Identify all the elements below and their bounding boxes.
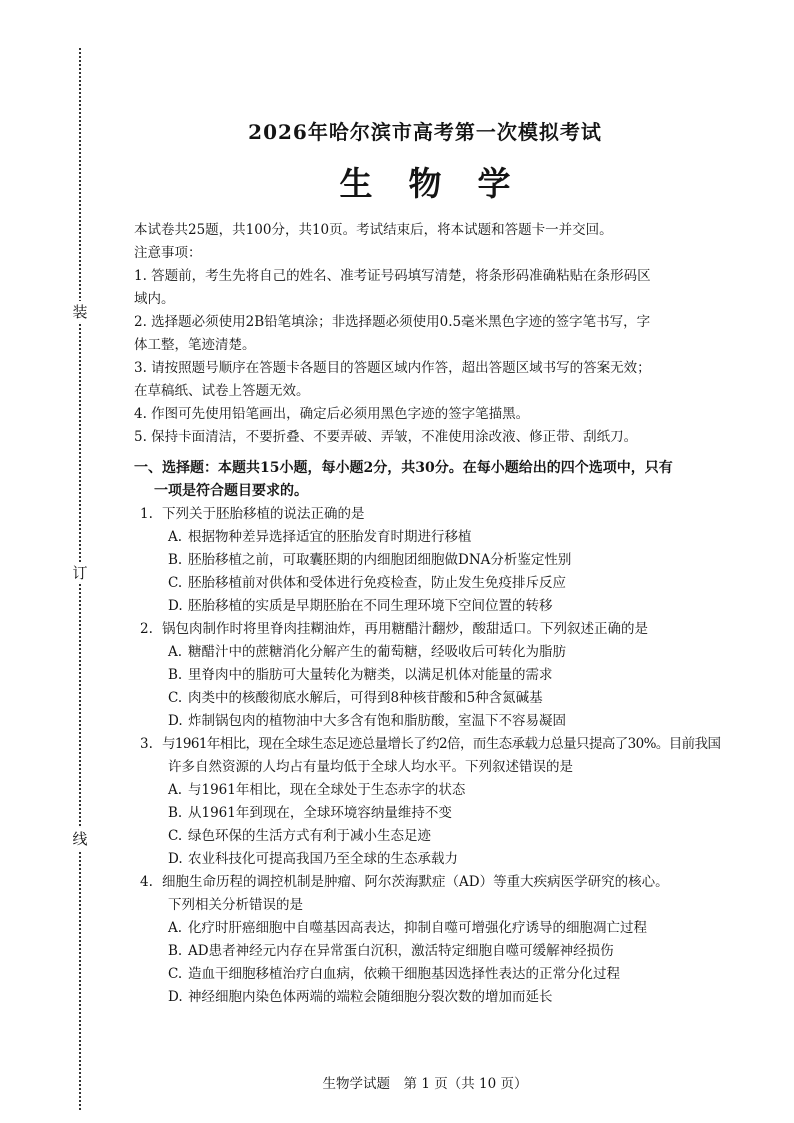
question-3 xyxy=(134,733,744,871)
question-2 xyxy=(134,618,744,733)
section-heading-line: 一项是符合题目要求的。 xyxy=(154,483,308,499)
option: A. 与1961年相比，现在全球处于生态赤字的状态 xyxy=(168,782,466,798)
instruction-line: 4. 作图可先使用铅笔画出，确定后必须用黑色字迹的签字笔描黑。 xyxy=(134,406,530,422)
option: C. 造血干细胞移植治疗白血病，依赖干细胞基因选择性表达的正常分化过程 xyxy=(168,966,620,982)
option: B. 从1961年到现在，全球环境容纳量维持不变 xyxy=(168,805,452,821)
instruction-line: 域内。 xyxy=(134,291,175,307)
question-1 xyxy=(134,503,744,618)
question-number: 3. xyxy=(140,736,153,752)
questions-block xyxy=(134,457,744,1009)
option: D. 炸制锅包肉的植物油中大多含有饱和脂肪酸，室温下不容易凝固 xyxy=(168,713,566,729)
page-footer: 生物学试题 第 1 页（共 10 页） xyxy=(322,1076,528,1092)
option: C. 肉类中的核酸彻底水解后，可得到8种核苷酸和5种含氮碱基 xyxy=(168,690,543,706)
binding-char-zhuang: 装 xyxy=(70,301,90,323)
instructions-label: 注意事项： xyxy=(134,245,202,261)
option: B. 胚胎移植之前，可取囊胚期的内细胞团细胞做DNA分析鉴定性别 xyxy=(168,552,572,568)
question-stem: 锅包肉制作时将里脊肉挂糊油炸，再用糖醋汁翻炒，酸甜适口。下列叙述正确的是 xyxy=(162,621,648,637)
option: C. 绿色环保的生活方式有利于减小生态足迹 xyxy=(168,828,431,844)
section-heading xyxy=(134,457,744,503)
section-heading-line: 一、选择题：本题共15小题，每小题2分，共30分。在每小题给出的四个选项中，只有 xyxy=(134,460,673,476)
question-stem-cont: 下列相关分析错误的是 xyxy=(168,897,303,913)
instruction-line: 1. 答题前，考生先将自己的姓名、准考证号码填写清楚，将条形码准确粘贴在条形码区 xyxy=(134,268,651,284)
option: D. 胚胎移植的实质是早期胚胎在不同生理环境下空间位置的转移 xyxy=(168,598,553,614)
instruction-line: 在草稿纸、试卷上答题无效。 xyxy=(134,383,310,399)
question-stem-cont: 许多自然资源的人均占有量均低于全球人均水平。下列叙述错误的是 xyxy=(168,759,573,775)
subject-title: 生物学 xyxy=(339,164,547,203)
binding-char-xian: 线 xyxy=(70,828,90,850)
binding-char-ding: 订 xyxy=(70,562,90,584)
question-stem: 与1961年相比，现在全球生态足迹总量增长了约2倍，而生态承载力总量只提高了30%。目前我国 xyxy=(162,736,721,752)
instruction-line: 3. 请按照题号顺序在答题卡各题目的答题区域内作答，超出答题区域书写的答案无效； xyxy=(134,360,651,376)
option: B. 里脊肉中的脂肪可大量转化为糖类，以满足机体对能量的需求 xyxy=(168,667,553,683)
instructions-intro: 本试卷共25题，共100分，共10页。考试结束后，将本试题和答题卡一并交回。 xyxy=(134,222,613,238)
option: A. 根据物种差异选择适宜的胚胎发育时期进行移植 xyxy=(168,529,472,545)
option: D. 农业科技化可提高我国乃至全球的生态承载力 xyxy=(168,851,458,867)
option: D. 神经细胞内染色体两端的端粒会随细胞分裂次数的增加而延长 xyxy=(168,989,553,1005)
instruction-line: 5. 保持卡面清洁，不要折叠、不要弄破、弄皱，不准使用涂改液、修正带、刮纸刀。 xyxy=(134,429,638,445)
question-4 xyxy=(134,871,744,1009)
question-stem: 细胞生命历程的调控机制是肿瘤、阿尔茨海默症（AD）等重大疾病医学研究的核心。 xyxy=(162,874,669,890)
option: B. AD患者神经元内存在异常蛋白沉积，激活特定细胞自噬可缓解神经损伤 xyxy=(168,943,614,959)
question-stem: 下列关于胚胎移植的说法正确的是 xyxy=(162,506,365,522)
option: A. 化疗时肝癌细胞中自噬基因高表达，抑制自噬可增强化疗诱导的细胞凋亡过程 xyxy=(168,920,647,936)
instructions-block xyxy=(134,219,744,449)
exam-title: 2026年哈尔滨市高考第一次模拟考试 xyxy=(248,120,602,144)
question-number: 1. xyxy=(140,506,153,522)
option: C. 胚胎移植前对供体和受体进行免疫检查，防止发生免疫排斥反应 xyxy=(168,575,566,591)
option: A. 糖醋汁中的蔗糖消化分解产生的葡萄糖，经吸收后可转化为脂肪 xyxy=(168,644,566,660)
question-number: 2. xyxy=(140,621,153,637)
instruction-line: 体工整，笔迹清楚。 xyxy=(134,337,256,353)
question-number: 4. xyxy=(140,874,153,890)
instruction-line: 2. 选择题必须使用2B铅笔填涂；非选择题必须使用0.5毫米黑色字迹的签字笔书写，字 xyxy=(134,314,651,330)
